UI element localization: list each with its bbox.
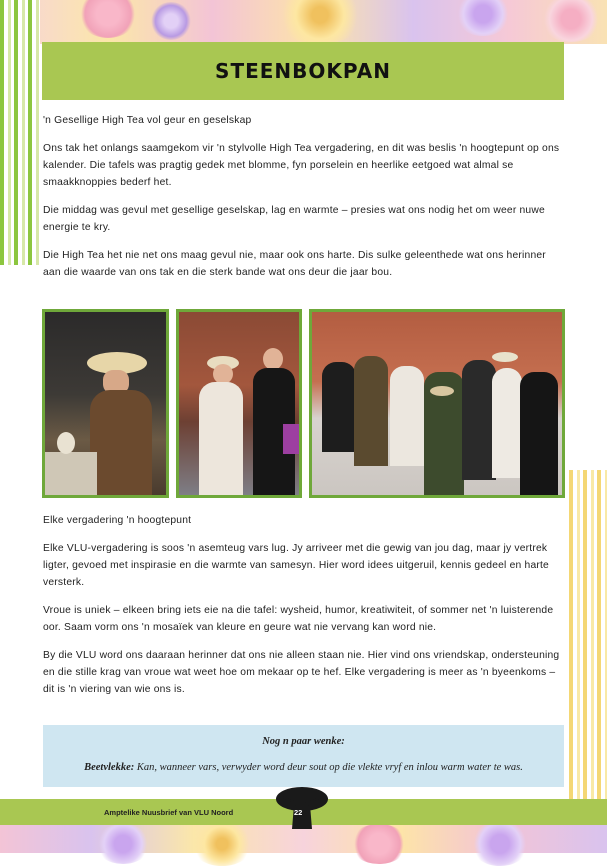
tips-text	[43, 762, 564, 773]
photo-high-tea-table	[42, 309, 169, 498]
flower-decoration	[350, 824, 408, 864]
section-heading: Elke vergadering 'n hoogtepunt	[43, 515, 192, 526]
page-title: STEENBOKPAN	[215, 59, 391, 83]
intro-section	[43, 112, 565, 281]
tips-label: Beetvlekke:	[84, 762, 135, 773]
page-number: 22	[294, 808, 303, 817]
left-stripe-decoration	[0, 0, 40, 265]
tree-icon	[272, 783, 332, 831]
flower-decoration	[95, 824, 151, 864]
tips-title: Nog n paar wenke:	[262, 736, 345, 747]
tips-body: Kan, wanneer vars, verwyder word deur sout op die vlekte vryf en inlou warm water te was.	[134, 762, 523, 773]
vergadering-section	[43, 512, 565, 698]
flower-decoration	[78, 0, 138, 38]
flower-decoration	[190, 822, 254, 866]
intro-subtitle: 'n Gesellige High Tea vol geur en geselskap	[43, 115, 252, 126]
flower-decoration	[540, 0, 602, 42]
intro-paragraph: Die High Tea het nie net ons maag gevul nie, maar ook ons harte. Dis sulke geleenthede wat ons herinner aan die waarde van ons tak en die sterk bande wat ons deur die jaar bou.	[43, 250, 546, 278]
section-paragraph: By die VLU word ons daaraan herinner dat ons nie alleen staan nie. Hier vind ons vriendskap, ondersteuning en die stille krag van vroue wat weet hoe om mekaar op te hef. Elke vergadering is meer as 'n byeenkoms – dit is 'n viering van wie ons is.	[43, 650, 560, 695]
photo-group-of-women	[309, 309, 565, 498]
section-paragraph: Vroue is uniek – elkeen bring iets eie na die tafel: wysheid, humor, kreatiwiteit, of sommer net 'n luisterende oor. Saam vorm ons 'n mosaïek van kleure en geure wat nie vervang kan word nie.	[43, 605, 554, 633]
right-stripe-decoration	[569, 470, 607, 820]
title-banner	[42, 42, 564, 100]
flower-decoration	[455, 0, 511, 36]
footer-publication: Amptelike Nuusbrief van VLU Noord	[104, 808, 234, 817]
intro-paragraph: Ons tak het onlangs saamgekom vir 'n stylvolle High Tea vergadering, en dit was beslis 'n hoogtepunt op ons kalender. Die tafels was pragtig gedek met blomme, fyn porselein en heerlike eetgoed wat almal se smaakknoppies bederf het.	[43, 143, 560, 188]
flower-decoration	[150, 2, 192, 40]
floral-header-decoration	[0, 0, 607, 44]
flower-decoration	[275, 0, 365, 44]
flower-decoration	[470, 822, 530, 866]
intro-paragraph: Die middag was gevul met gesellige geselskap, lag en warmte – presies wat ons nodig het om weer nuwe energie te kry.	[43, 205, 545, 233]
photo-guests-with-teacups	[176, 309, 302, 498]
tips-box	[43, 725, 564, 787]
section-paragraph: Elke VLU-vergadering is soos 'n asemteug vars lug. Jy arriveer met die gewig van jou dag, maar jy vertrek ligter, gevoed met inspirasie en die warmte van samesyn. Hier word idees uitgeruil, kennis gedeel en harte versterk.	[43, 543, 549, 588]
